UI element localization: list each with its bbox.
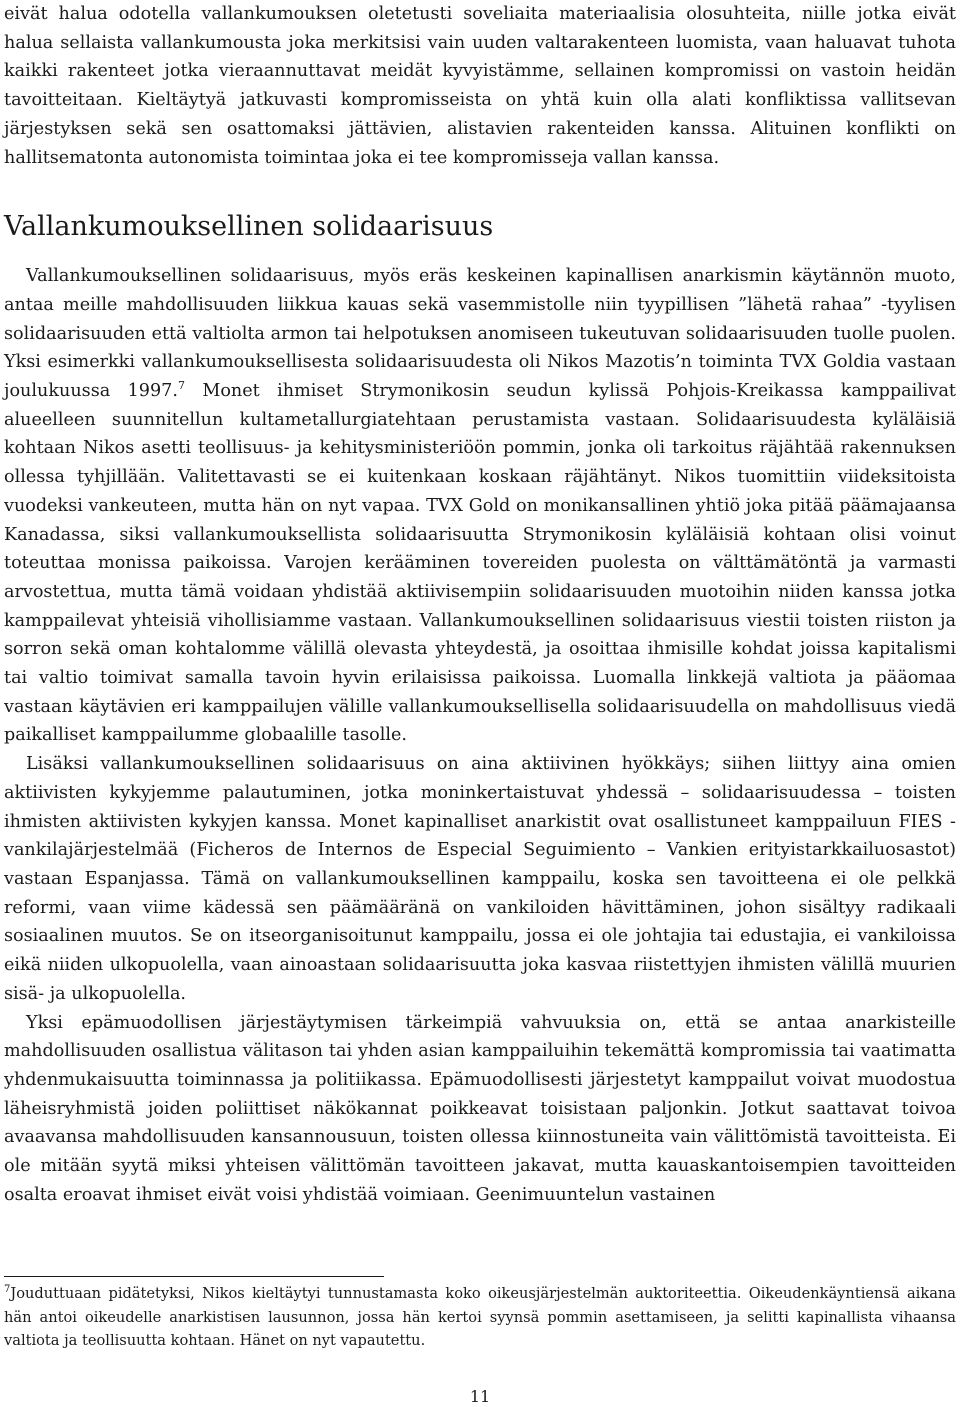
footnote <box>4 1282 956 1353</box>
page-number: 11 <box>469 1387 491 1406</box>
page-body <box>4 0 956 1209</box>
paragraph-text: Vallankumouksellinen solidaarisuus, myös eräs keskeinen kapinallisen anarkismin käytännön muoto, antaa meille mahdollisuuden liikkua kauas sekä vasemmistolle niin tyypillisen ”lähetä rahaa” -tyylisen solidaarisuuden että valtiolta armon tai helpotuksen anomiseen tukeutuvan solidaarisuuden tuolle puolen. Yksi esimerkki vallankumouksellisesta solidaarisuudesta oli Nikos Mazotis’n toiminta TVX Goldia vastaan joulukuussa 1997. <box>4 266 956 402</box>
continued-paragraph: eivät halua odotella vallankumouksen oletetusti soveliaita materiaalisia olosuhteita, niille jotka eivät halua sellaista vallankumousta joka merkitsisi vain uuden valtarakenteen luomista, vaan haluavat tuhota kaikki rakenteet jotka vieraannuttavat meidät kyvyistämme, sellainen kompromissi on vastoin heidän tavoitteitaan. Kieltäytyä jatkuvasti kompromisseista on yhtä kuin olla alati konfliktissa vallitsevan järjestyksen sekä sen osattomaksi jättävien, alistavien rakenteiden kanssa. Alituinen konflikti on hallitsematonta autonomista toimintaa joka ei tee kompromisseja vallan kanssa. <box>4 4 956 168</box>
paragraph-informal-organization: Yksi epämuodollisen järjestäytymisen tärkeimpiä vahvuuksia on, että se antaa anarkisteille mahdollisuuden osallistua välitason tai yhden asian kamppailuihin tekemättä kompromissia tai vaatimatta yhdenmukaisuutta toiminnassa ja politiikassa. Epämuodollisesti järjestetyt kamppailut voivat muodostua läheisryhmistä joiden poliittiset näkökannat poikkeavat toisistaan paljonkin. Jotkut saattavat toivoa avaavansa mahdollisuuden kansannousuun, toisten ollessa kiinnostuneita vain välittömistä tavoitteista. Ei ole mitään syytä miksi yhteisen välittömän tavoitteen jakavat, mutta kauaskantoisempien tavoitteiden osalta eroavat ihmiset eivät voisi yhdistää voimiaan. Geenimuuntelun vastainen <box>4 1012 956 1205</box>
footnote-reference[interactable]: 7 <box>177 379 185 393</box>
footnote-text: Jouduttuaan pidätetyksi, Nikos kieltäytyi tunnustamasta koko oikeusjärjestelmän auktoriteettia. Oikeudenkäyntiensä aikana hän antoi oikeudelle anarkistisen lausunnon, jossa hän kertoi syynsä pommin asettamiseen, ja selitti kapinallista vihaansa valtiota ja teollisuutta kohtaan. Hänet on nyt vapautettu. <box>4 1285 956 1349</box>
paragraph-active-attack: Lisäksi vallankumouksellinen solidaarisuus on aina aktiivinen hyökkäys; siihen liittyy aina omien aktiivisten kykyjemme palautuminen, jotka moninkertaistuvat yhdessä – solidaarisuudessa – toisten ihmisten aktiivisten kykyjen kanssa. Monet kapinalliset anarkistit ovat osallistuneet kamppailuun FIES -vankilajärjestelmää (Ficheros de Internos de Especial Seguimiento – Vankien erityistarkkailuosastot) vastaan Espanjassa. Tämä on vallankumouksellinen kamppailu, koska sen tavoitteena ei ole pelkkä reformi, vaan viime kädessä sen päämääränä on vankiloiden hävittäminen, johon sisältyy radikaali sosiaalinen muutos. Se on itseorganisoitunut kamppailu, jossa ei ole johtajia tai edustajia, ei vankiloissa eikä niiden ulkopuolella, vaan ainoastaan solidaarisuutta joka kasvaa riistettyjen ihmisten välillä muurien sisä- ja ulkopuolella. <box>4 754 956 1004</box>
section-heading: Vallankumouksellinen solidaarisuus <box>4 211 494 243</box>
footnote-divider <box>4 1276 384 1277</box>
footnote-marker: 7 <box>4 1284 11 1296</box>
paragraph-text: Monet ihmiset Strymonikosin seudun kylissä Pohjois-Kreikassa kamppailivat alueelleen suunnitellun kultametallurgiatehtaan perustamista vastaan. Solidaarisuudesta kyläläisiä kohtaan Nikos asetti teollisuus- ja kehitysministeriöön pommin, jonka oli tarkoitus räjähtää rakennuksen ollessa tyhjillään. Valitettavasti se ei kuitenkaan koskaan räjähtänyt. Nikos tuomittiin viideksitoista vuodeksi vankeuteen, mutta hän on nyt vapaa. TVX Gold on monikansallinen yhtiö joka pitää päämajaansa Kanadassa, siksi vallankumouksellista solidaarisuutta Strymonikosin kyläläisiä kohtaan olisi voinut toteuttaa monissa paikoissa. Varojen kerääminen tovereiden puolesta on välttämätöntä ja varmasti arvostettua, mutta tämä voidaan yhdistää aktiivisempiin solidaarisuuden muotoihin niiden kanssa jotka kamppailevat yhteisiä vihollisiamme vastaan. Vallankumouksellinen solidaarisuus viestii toisten riiston ja sorron sekä oman kohtalomme välillä olevasta yhteydestä, ja osoittaa ihmisille kohdat joissa kapitalismi tai valtio toimivat samalla tavoin hyvin erilaisissa paikoissa. Luomalla linkkejä valtiota ja pääomaa vastaan käytävien eri kamppailujen välille vallankumouksellisella solidaarisuudella on mahdollisuus viedä paikalliset kamppailumme globaalille tasolle. <box>4 381 956 746</box>
paragraph-solidarity-intro <box>4 262 956 750</box>
